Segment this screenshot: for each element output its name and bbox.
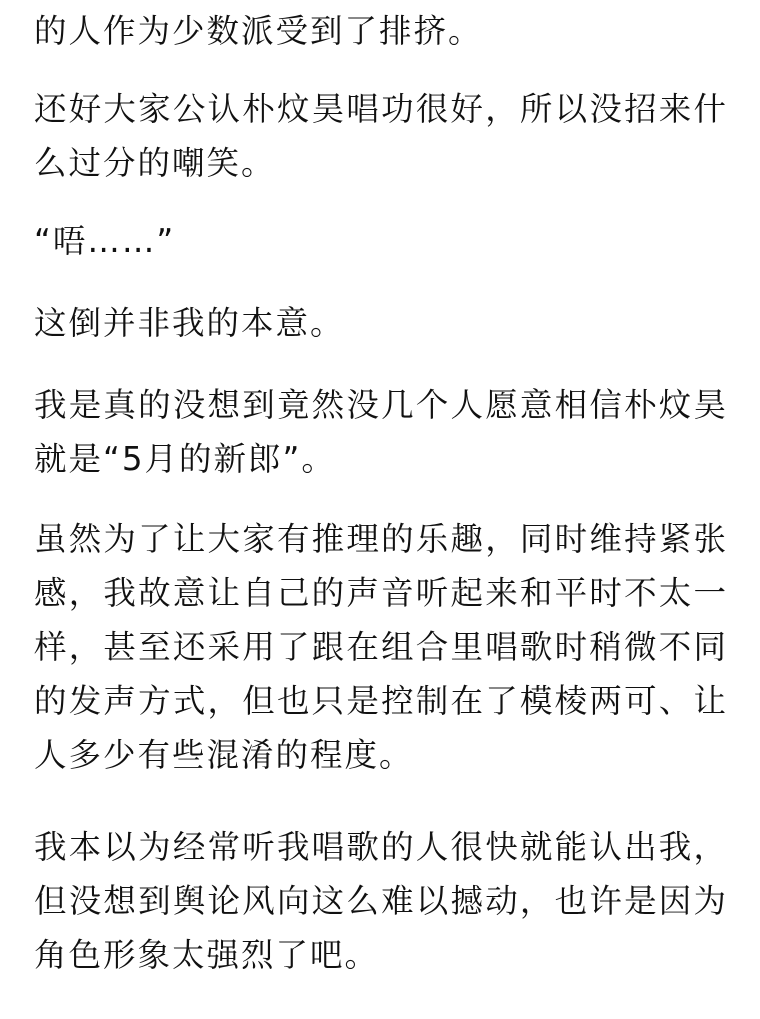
article-body	[34, 0, 728, 1019]
paragraph-7: 我本以为经常听我唱歌的人很快就能认出我，但没想到舆论风向这么难以撼动，也许是因为角色形象太强烈了吧。	[34, 828, 728, 974]
paragraph-3: “唔……”	[34, 222, 176, 260]
cut-off-next-line	[34, 1005, 728, 1019]
paragraph-1: 的人作为少数派受到了排挤。	[34, 12, 483, 50]
paragraph-5: 我是真的没想到竟然没几个人愿意相信朴炆昊就是“5月的新郎”。	[34, 386, 728, 478]
paragraph-2: 还好大家公认朴炆昊唱功很好，所以没招来什么过分的嘲笑。	[34, 90, 728, 182]
paragraph-4: 这倒并非我的本意。	[34, 304, 345, 342]
paragraph-6: 虽然为了让大家有推理的乐趣，同时维持紧张感，我故意让自己的声音听起来和平时不太一样，甚至还采用了跟在组合里唱歌时稍微不同的发声方式，但也只是控制在了模棱两可、让人多少有些混淆的程度。	[34, 520, 728, 774]
